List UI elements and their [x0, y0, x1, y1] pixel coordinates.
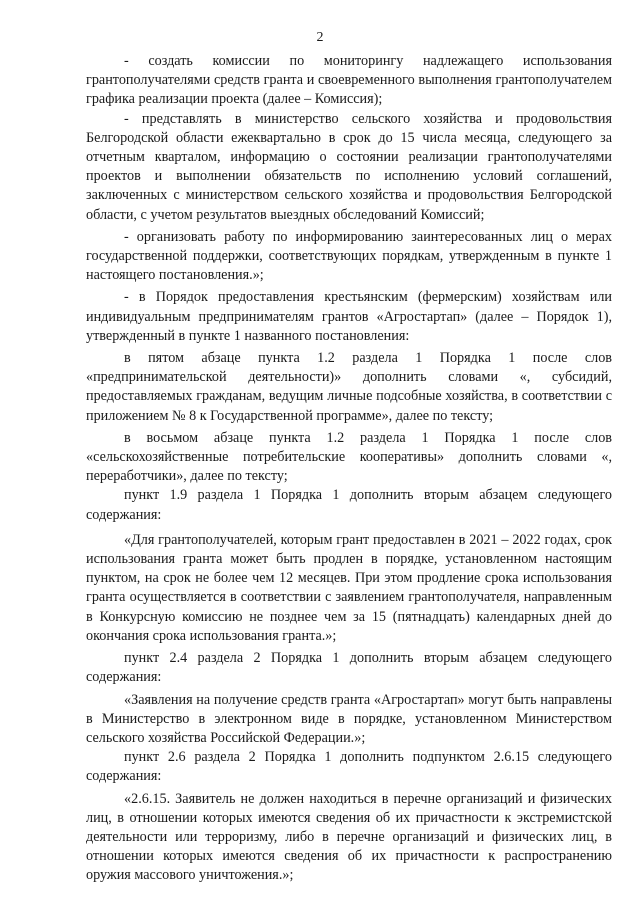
- paragraph: пункт 1.9 раздела 1 Порядка 1 дополнить вторым абзацем следующего содержания:: [86, 487, 612, 523]
- paragraph: пункт 2.4 раздела 2 Порядка 1 дополнить вторым абзацем следующего содержания:: [86, 650, 612, 686]
- paragraph: в пятом абзаце пункта 1.2 раздела 1 Порядка 1 после слов «предпринимательской деятельности)» дополнить словами «, субсидий, предоставляемых гражданам, ведущим личные подсобные хозяйства, в соответствии с приложением № 8 к Государственной программе», далее по тексту;: [86, 350, 612, 424]
- page-number: 2: [316, 30, 324, 45]
- paragraph: «Заявления на получение средств гранта «Агростартап» могут быть направлены в Министерство в электронном виде в порядке, установленном Министерством сельского хозяйства Российской Федерации.»;: [86, 691, 612, 746]
- paragraph: - в Порядок предоставления крестьянским (фермерским) хозяйствам или индивидуальным предпринимателям грантов «Агростартап» (далее – Порядок 1), утвержденный в пункте 1 названного постановления:: [86, 289, 612, 344]
- paragraph: в восьмом абзаце пункта 1.2 раздела 1 Порядка 1 после слов «сельскохозяйственные потребительские кооперативы» дополнить словами «, переработчики», далее по тексту;: [86, 429, 612, 485]
- paragraph: «Для грантополучателей, которым грант предоставлен в 2021 – 2022 годах, срок использования гранта может быть продлен в порядке, установленном настоящим пунктом, на срок не более чем 12 месяцев. При этом продление срока использования гранта осуществляется в соответствии с заявлением грантополучателя, направленным в Конкурсную комиссию не позднее чем за 15 (пятнадцать) календарных дней до окончания срока использования гранта.»;: [86, 531, 612, 644]
- paragraph: - представлять в министерство сельского хозяйства и продовольствия Белгородской области ежеквартально в срок до 15 числа месяца, следующего за отчетным кварталом, информацию о состоянии реализации грантополучателями проектов и выполнении обязательств по исполнению условий соглашений, заключенных с министерством сельского хозяйства и продовольствия Белгородской области, с учетом результатов выездных обследований Комиссий;: [86, 110, 612, 223]
- document-body: [86, 52, 612, 886]
- paragraph: - организовать работу по информированию заинтересованных лиц о мерах государственной поддержки, соответствующих порядкам, утвержденным в пункте 1 настоящего постановления.»;: [86, 228, 612, 284]
- paragraph: - создать комиссии по мониторингу надлежащего использования грантополучателями средств гранта и своевременного выполнения грантополучателем графика реализации проекта (далее – Комиссия);: [86, 53, 612, 108]
- paragraph: пункт 2.6 раздела 2 Порядка 1 дополнить подпунктом 2.6.15 следующего содержания:: [86, 749, 612, 785]
- paragraph: «2.6.15. Заявитель не должен находиться в перечне организаций и физических лиц, в отношении которых имеются сведения об их причастности к экстремистской деятельности или терроризму, либо в перечне организаций и физических лиц, в отношении которых имеются сведения об их причастности к распространению оружия массового уничтожения.»;: [86, 790, 612, 884]
